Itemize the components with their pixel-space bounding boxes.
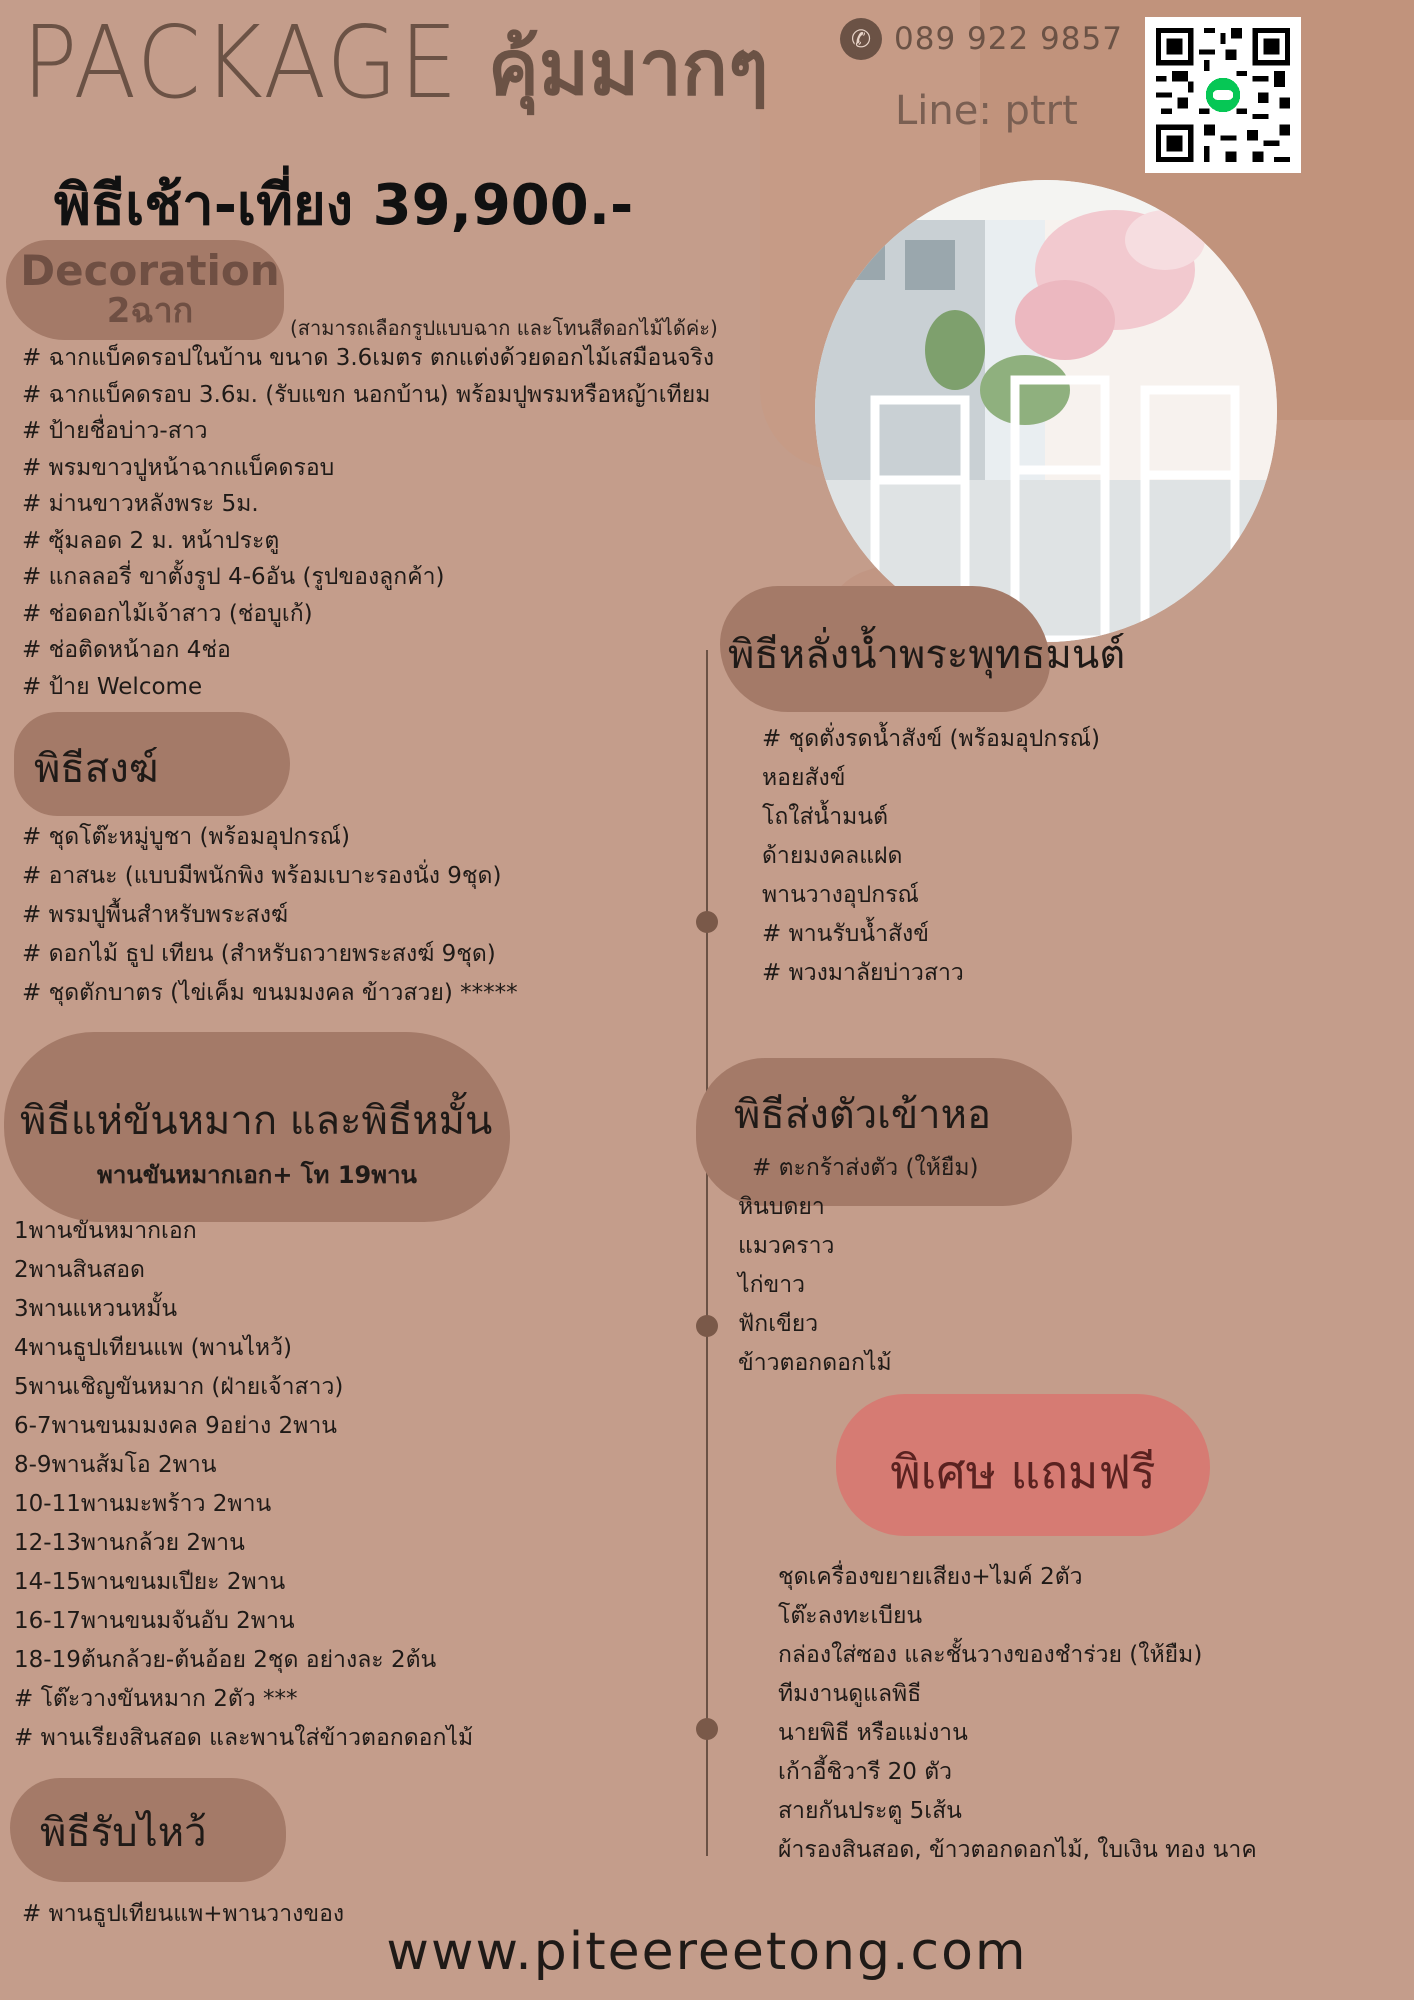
decoration-title: Decoration	[20, 246, 280, 295]
list-item: # ดอกไม้ ธูป เทียน (สำหรับถวายพระสงฆ์ 9ชุด)	[22, 941, 496, 967]
list-item: # ช่อติดหน้าอก 4ช่อ	[22, 637, 231, 663]
list-item: ผ้ารองสินสอด, ข้าวตอกดอกไม้, ใบเงิน ทอง นาค	[778, 1837, 1257, 1863]
qr-code-icon[interactable]	[1145, 17, 1301, 173]
khanmak-list	[14, 1212, 473, 1758]
list-item: หินบดยา	[738, 1194, 825, 1220]
list-item: ทีมงานดูแลพิธี	[778, 1681, 922, 1707]
list-item: # ชุดตั่งรดน้ำสังข์ (พร้อมอุปกรณ์)	[762, 726, 1100, 752]
free-list	[778, 1558, 1257, 1870]
khanmak-subtitle: พานขันหมากเอก+ โท 19พาน	[97, 1161, 417, 1189]
list-item: แมวคราว	[738, 1233, 835, 1259]
monk-section-title: พิธีสงฆ์	[34, 746, 159, 792]
list-item: เก้าอี้ชิวารี 20 ตัว	[778, 1759, 953, 1785]
list-item: กล่องใส่ซอง และชั้นวางของชำร่วย (ให้ยืม)	[778, 1642, 1203, 1668]
phone-number[interactable]: 089 922 9857	[894, 21, 1123, 57]
list-item: # ช่อดอกไม้เจ้าสาว (ช่อบูเก้)	[22, 600, 313, 627]
list-item: # ชุดโต๊ะหมู่บูชา (พร้อมอุปกรณ์)	[22, 824, 350, 850]
list-item: # พรมปูพื้นสำหรับพระสงฆ์	[22, 902, 289, 928]
list-item: # ป้าย Welcome	[22, 673, 203, 700]
website-link[interactable]: www.piteereetong.com	[386, 1922, 1028, 1982]
timeline-line	[706, 650, 708, 1856]
list-item: 2พานสินสอด	[14, 1257, 145, 1283]
songtua-section-title: พิธีส่งตัวเข้าหอ	[734, 1092, 992, 1138]
list-item: ไก่ขาว	[738, 1272, 806, 1298]
wedding-decoration-photo	[815, 180, 1277, 642]
list-item: # อาสนะ (แบบมีพนักพิง พร้อมเบาะรองนั่ง 9ชุด)	[22, 863, 502, 889]
timeline-dot	[696, 911, 718, 933]
list-item: 12-13พานกล้วย 2พาน	[14, 1530, 245, 1556]
list-item: # พานรับน้ำสังข์	[762, 921, 929, 947]
phone-icon: ✆	[840, 18, 882, 60]
langnam-section-title: พิธีหลั่งน้ำพระพุทธมนต์	[728, 632, 1126, 678]
list-item: # ฉากแบ็คดรอปในบ้าน ขนาด 3.6เมตร ตกแต่งด้วยดอกไม้เสมือนจริง	[22, 345, 715, 371]
package-price: พิธีเช้า-เที่ยง 39,900.-	[54, 173, 634, 238]
list-item: 5พานเชิญขันหมาก (ฝ่ายเจ้าสาว)	[14, 1374, 344, 1400]
list-item: 16-17พานขนมจันอับ 2พาน	[14, 1608, 295, 1634]
list-item: ฟักเขียว	[738, 1311, 819, 1337]
decoration-subtitle: 2ฉาก	[106, 291, 194, 331]
timeline-dot	[696, 1315, 718, 1337]
list-item: # ชุดตักบาตร (ไข่เค็ม ขนมมงคล ข้าวสวย) *****	[22, 980, 518, 1006]
list-item: นายพิธี หรือแม่งาน	[778, 1720, 968, 1746]
list-item: # ม่านขาวหลังพระ 5ม.	[22, 491, 259, 517]
langnam-list	[762, 720, 1100, 993]
list-item: # พานเรียงสินสอด และพานใส่ข้าวตอกดอกไม้	[14, 1725, 474, 1751]
list-item: 3พานแหวนหมั้น	[14, 1296, 178, 1322]
list-item: หอยสังข์	[762, 765, 846, 791]
title-package: PACKAGE	[22, 4, 460, 121]
line-id: Line: ptrt	[895, 88, 1078, 134]
list-item: สายกันประตู 5เส้น	[778, 1798, 962, 1824]
list-item: 4พานธูปเทียนแพ (พานไหว้)	[14, 1335, 292, 1361]
title-thai: คุ้มมากๆ	[488, 23, 769, 112]
list-item: ด้ายมงคลแฝด	[762, 843, 903, 869]
monk-list	[22, 818, 518, 1013]
phone-contact[interactable]	[840, 18, 1123, 60]
free-section-title: พิเศษ แถมฟรี	[890, 1445, 1156, 1499]
list-item: # ซุ้มลอด 2 ม. หน้าประตู	[22, 527, 280, 554]
list-item: ข้าวตอกดอกไม้	[738, 1350, 892, 1376]
list-item: # พรมขาวปูหน้าฉากแบ็คดรอบ	[22, 454, 335, 481]
list-item: 1พานขันหมากเอก	[14, 1218, 197, 1244]
list-item: โถใส่น้ำมนต์	[762, 804, 889, 830]
list-item: โต๊ะลงทะเบียน	[778, 1603, 923, 1629]
list-item: # แกลลอรี่ ขาตั้งรูป 4-6อัน (รูปของลูกค้า)	[22, 564, 445, 590]
decoration-note: (สามารถเลือกรูปแบบฉาก และโทนสีดอกไม้ได้ค่ะ)	[290, 316, 718, 340]
list-item: 10-11พานมะพร้าว 2พาน	[14, 1491, 272, 1517]
rubwai-section-title: พิธีรับไหว้	[40, 1810, 207, 1856]
list-item: 14-15พานขนมเปียะ 2พาน	[14, 1569, 286, 1595]
list-item: 18-19ต้นกล้วย-ต้นอ้อย 2ชุด อย่างละ 2ต้น	[14, 1647, 437, 1673]
list-item: # โต๊ะวางขันหมาก 2ตัว ***	[14, 1686, 298, 1712]
list-item: 8-9พานส้มโอ 2พาน	[14, 1452, 217, 1478]
list-item: พานวางอุปกรณ์	[762, 882, 919, 908]
list-item: # ป้ายชื่อบ่าว-สาว	[22, 418, 208, 444]
list-item: # พานธูปเทียนแพ+พานวางของ	[22, 1901, 345, 1927]
list-item: # พวงมาลัยบ่าวสาว	[762, 960, 964, 986]
timeline-dot	[696, 1718, 718, 1740]
list-item: # ฉากแบ็คดรอบ 3.6ม. (รับแขก นอกบ้าน) พร้อมปูพรมหรือหญ้าเทียม	[22, 381, 711, 408]
decoration-list	[22, 340, 714, 705]
list-item: ชุดเครื่องขยายเสียง+ไมค์ 2ตัว	[778, 1564, 1083, 1590]
khanmak-section-title: พิธีแห่ขันหมาก และพิธีหมั้น	[20, 1098, 493, 1144]
list-item: 6-7พานขนมมงคล 9อย่าง 2พาน	[14, 1413, 337, 1439]
songtua-list	[738, 1188, 892, 1383]
songtua-first-item: # ตะกร้าส่งตัว (ให้ยืม)	[752, 1155, 979, 1181]
